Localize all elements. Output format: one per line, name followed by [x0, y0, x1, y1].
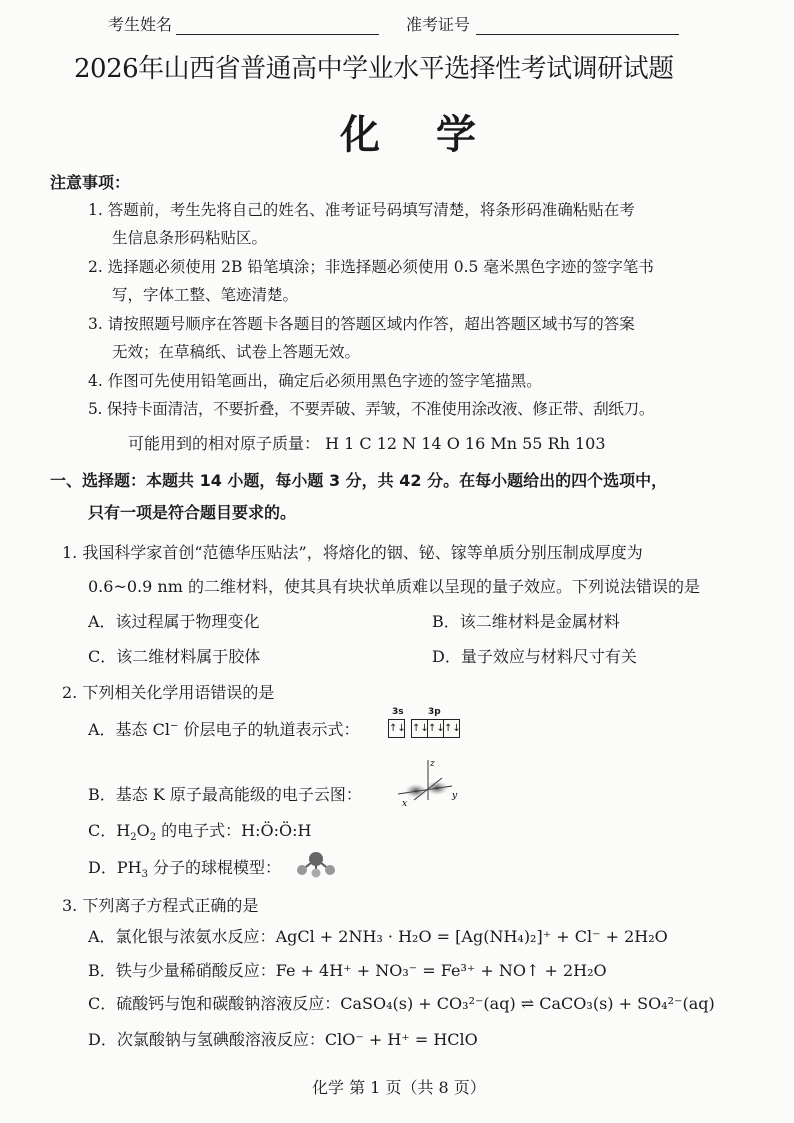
q3-option-c [88, 991, 715, 1014]
section-heading-line-2: 只有一项是符合题目要求的。 [88, 503, 297, 522]
q2-c-mid: O [136, 821, 150, 840]
q3-c-label: C．硫酸钙与饱和碳酸钠溶液反应： [88, 994, 341, 1013]
orbital-box-3p-1: ↑↓ [411, 719, 428, 738]
p-atom [309, 852, 323, 866]
q2-option-c [88, 818, 311, 843]
q3-option-b [88, 958, 607, 981]
q2-option-d [88, 855, 281, 880]
cloud-lobe-left [405, 784, 427, 798]
q2-a-sup: − [170, 720, 179, 732]
electron-cloud-diagram [392, 756, 468, 808]
q3-b-equation: Fe + 4H⁺ + NO₃⁻ = Fe³⁺ + NO↑ + 2H₂O [275, 961, 607, 980]
q3-stem: 3. 下列离子方程式正确的是 [62, 896, 259, 915]
q2-d-label: D．PH [88, 858, 142, 877]
h-atom-1 [297, 865, 307, 875]
q3-option-d [88, 1027, 478, 1050]
notice-item-3-line-1: 3. 请按照题号顺序在答题卡各题目的答题区域内作答，超出答题区域书写的答案 [88, 315, 635, 333]
q1-option-d: D．量子效应与材料尺寸有关 [432, 647, 637, 666]
q3-d-equation: ClO⁻ + H⁺ = HClO [324, 1030, 478, 1049]
q3-c-equation: CaSO₄(s) + CO₃²⁻(aq) ⇌ CaCO₃(s) + SO₄²⁻(aq) [340, 994, 715, 1013]
q2-stem: 2. 下列相关化学用语错误的是 [62, 683, 275, 702]
orbital-box-3p-2: ↑↓ [428, 719, 444, 738]
atomic-mass-line: 可能用到的相对原子质量： H 1 C 12 N 14 O 16 Mn 55 Rh 103 [128, 434, 606, 453]
exam-title: 2026年山西省普通高中学业水平选择性考试调研试题 [74, 54, 674, 84]
subject-title: 化学 [340, 111, 532, 158]
ph3-ball-stick-model [294, 849, 340, 879]
h-atom-2 [325, 865, 335, 875]
h-atom-3 [312, 869, 321, 878]
q1-option-b: B．该二维材料是金属材料 [432, 612, 620, 631]
q3-option-a [88, 924, 668, 947]
orbital-box-3p-3: ↑↓ [444, 719, 460, 738]
q2-c-label: C．H [88, 821, 131, 840]
id-label: 准考证号 [406, 15, 471, 34]
q2-a-rest: 价层电子的轨道表示式： [178, 720, 360, 739]
q1-option-c: C．该二维材料属于胶体 [88, 647, 261, 666]
q2-c-rest: 的电子式： [156, 821, 242, 840]
section-heading-line-1: 一、选择题：本题共 14 小题，每小题 3 分，共 42 分。在每小题给出的四个选项中， [50, 471, 668, 490]
q1-stem-line-2: 0.6~0.9 nm 的二维材料，使其具有块状单质难以呈现的量子效应。下列说法错误的是 [88, 577, 700, 596]
notice-item-1-line-2: 生信息条形码粘贴区。 [112, 229, 268, 247]
q2-c-sub: 2 [130, 832, 137, 844]
orbital-3s-label: 3s [392, 707, 404, 717]
notice-item-4: 4. 作图可先使用铅笔画出，确定后必须用黑色字迹的签字笔描黑。 [88, 372, 542, 390]
axis-y-label: y [452, 791, 458, 801]
q2-c-sub2: 2 [149, 832, 157, 844]
h2o2-electron-formula: H:Ö:Ö:H [241, 821, 312, 840]
notice-item-3-line-2: 无效；在草稿纸、试卷上答题无效。 [112, 343, 361, 361]
q3-d-label: D．次氯酸钠与氢碘酸溶液反应： [88, 1030, 325, 1049]
notice-item-2-line-2: 写，字体工整、笔迹清楚。 [112, 286, 299, 304]
q3-b-label: B．铁与少量稀硝酸反应： [88, 961, 276, 980]
name-blank [176, 34, 379, 35]
notice-item-5: 5. 保持卡面清洁，不要折叠，不要弄破、弄皱，不准使用涂改液、修正带、刮纸刀。 [88, 400, 655, 418]
q2-option-b: B．基态 K 原子最高能级的电子云图： [88, 785, 362, 804]
orbital-box-3s: ↑↓ [388, 719, 405, 738]
q3-a-label: A．氯化银与浓氨水反应： [88, 927, 276, 946]
notice-heading: 注意事项： [50, 173, 131, 192]
q1-option-a: A．该过程属于物理变化 [88, 612, 260, 631]
q2-d-rest: 分子的球棍模型： [147, 858, 282, 877]
cloud-lobe-right [426, 781, 448, 795]
q2-a-label: A．基态 Cl [88, 720, 171, 739]
q3-a-equation: AgCl + 2NH₃ · H₂O = [Ag(NH₄)₂]⁺ + Cl⁻ + 2H₂O [275, 927, 668, 946]
axis-z-label: z [430, 759, 435, 769]
orbital-diagram [388, 718, 460, 738]
q2-option-a [88, 717, 360, 740]
q1-stem-line-1: 1. 我国科学家首创“范德华压贴法”，将熔化的铟、铋、镓等单质分别压制成厚度为 [62, 543, 643, 562]
q2-d-sub: 3 [141, 869, 148, 881]
orbital-3p-label: 3p [428, 707, 441, 717]
notice-item-2-line-1: 2. 选择题必须使用 2B 铅笔填涂；非选择题必须使用 0.5 毫米黑色字迹的签字笔书 [88, 258, 654, 276]
page-footer: 化学 第 1 页（共 8 页） [312, 1078, 486, 1097]
axis-x-label: x [402, 799, 408, 808]
name-label: 考生姓名 [108, 15, 173, 34]
notice-item-1-line-1: 1. 答题前，考生先将自己的姓名、准考证号码填写清楚，将条形码准确粘贴在考 [88, 201, 635, 219]
id-blank [476, 34, 679, 35]
